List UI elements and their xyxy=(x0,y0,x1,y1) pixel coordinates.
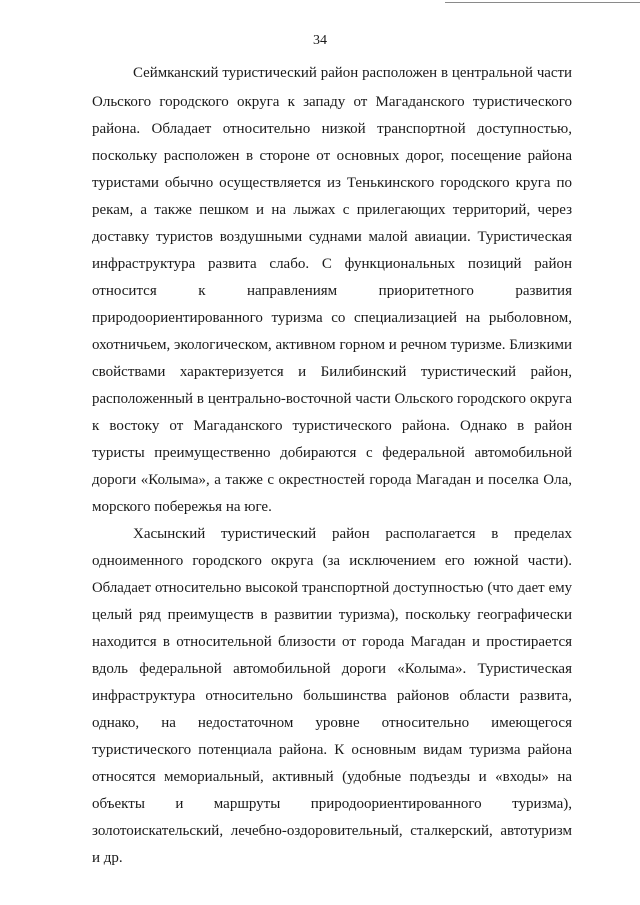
paragraph-2-line: объекты и маршруты природоориентированного туризма), xyxy=(92,796,572,812)
top-edge-rule xyxy=(445,2,640,3)
paragraph-1-line: поскольку расположен в стороне от основных дорог, посещение района xyxy=(92,148,572,164)
paragraph-1-line: относится к направлениям приоритетного развития xyxy=(92,283,572,299)
paragraph-2-line: вдоль федеральной автомобильной дороги «Колыма». Туристическая xyxy=(92,661,572,677)
paragraph-1-line: к востоку от Магаданского туристического района. Однако в район xyxy=(92,418,572,434)
paragraph-1-line: инфраструктура развита слабо. С функциональных позиций район xyxy=(92,256,572,272)
paragraph-1-line: района. Обладает относительно низкой транспортной доступностью, xyxy=(92,121,572,137)
paragraph-2-line: инфраструктура относительно большинства районов области развита, xyxy=(92,688,572,704)
paragraph-2-line: однако, на недостаточном уровне относительно имеющегося xyxy=(92,715,572,731)
paragraph-1-line: морского побережья на юге. xyxy=(92,499,272,515)
page-number: 34 xyxy=(313,33,327,48)
paragraph-2-line: относятся мемориальный, активный (удобные подъезды и «входы» на xyxy=(92,769,572,785)
paragraph-1-line: свойствами характеризуется и Билибинский туристический район, xyxy=(92,364,572,380)
paragraph-1-line: рекам, а также пешком и на лыжах с прилегающих территорий, через xyxy=(92,202,572,218)
paragraph-1-line: природоориентированного туризма со специализацией на рыболовном, xyxy=(92,310,572,326)
paragraph-2-line: одноименного городского округа (за исключением его южной части). xyxy=(92,553,572,569)
paragraph-1-line: охотничьем, экологическом, активном горном и речном туризме. Близкими xyxy=(92,337,572,353)
paragraph-1-line: туристами обычно осуществляется из Тенькинского городского круга по xyxy=(92,175,572,191)
paragraph-1-line: доставку туристов воздушными суднами малой авиации. Туристическая xyxy=(92,229,572,245)
paragraph-1-line: расположенный в центрально-восточной части Ольского городского округа xyxy=(92,391,572,407)
paragraph-2-line: туристического потенциала района. К основным видам туризма района xyxy=(92,742,572,758)
paragraph-1-line: Ольского городского округа к западу от Магаданского туристического xyxy=(92,94,572,110)
paragraph-2-line: и др. xyxy=(92,850,123,866)
paragraph-1-line: Сеймканский туристический район расположен в центральной части xyxy=(133,65,572,81)
paragraph-2-line: золотоискательский, лечебно-оздоровительный, сталкерский, автотуризм xyxy=(92,823,572,839)
paragraph-2-line: целый ряд преимуществ в развитии туризма), поскольку географически xyxy=(92,607,572,623)
paragraph-2-line: Обладает относительно высокой транспортной доступностью (что дает ему xyxy=(92,580,572,596)
paragraph-2-line: Хасынский туристический район располагается в пределах xyxy=(133,526,572,542)
paragraph-2-line: находится в относительной близости от города Магадан и простирается xyxy=(92,634,572,650)
paragraph-1-line: туристы преимущественно добираются с федеральной автомобильной xyxy=(92,445,572,461)
paragraph-1-line: дороги «Колыма», а также с окрестностей города Магадан и поселка Ола, xyxy=(92,472,572,488)
